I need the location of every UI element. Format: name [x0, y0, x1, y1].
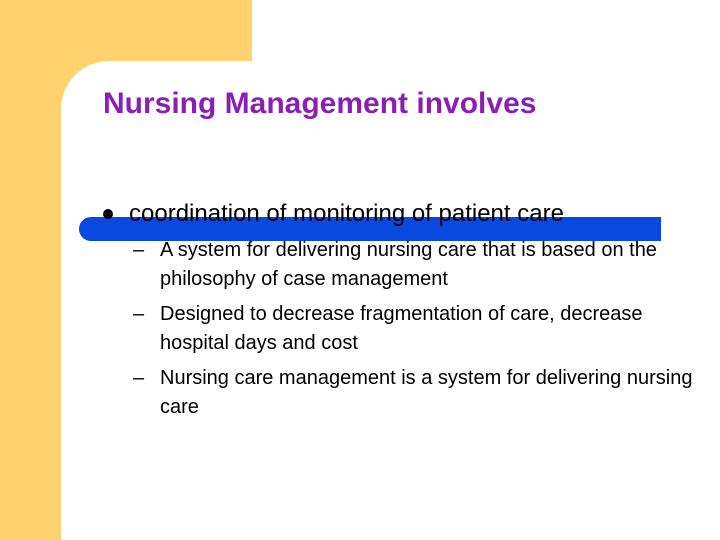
slide-title: Nursing Management involves [103, 87, 537, 120]
sub-bullet-text: A system for delivering nursing care that is based on the philosophy of case management [160, 239, 657, 290]
sub-bullet-text: Designed to decrease fragmentation of care, decrease hospital days and cost [160, 303, 643, 354]
left-strip-decoration [0, 0, 61, 540]
bullet-dot-icon [103, 209, 113, 219]
sub-bullet-text: Nursing care management is a system for delivering nursing care [160, 367, 693, 418]
dash-marker: – [133, 239, 145, 261]
bullet-text: coordination of monitoring of patient care [129, 200, 564, 227]
dash-marker: – [133, 367, 145, 389]
dash-marker: – [133, 303, 145, 325]
